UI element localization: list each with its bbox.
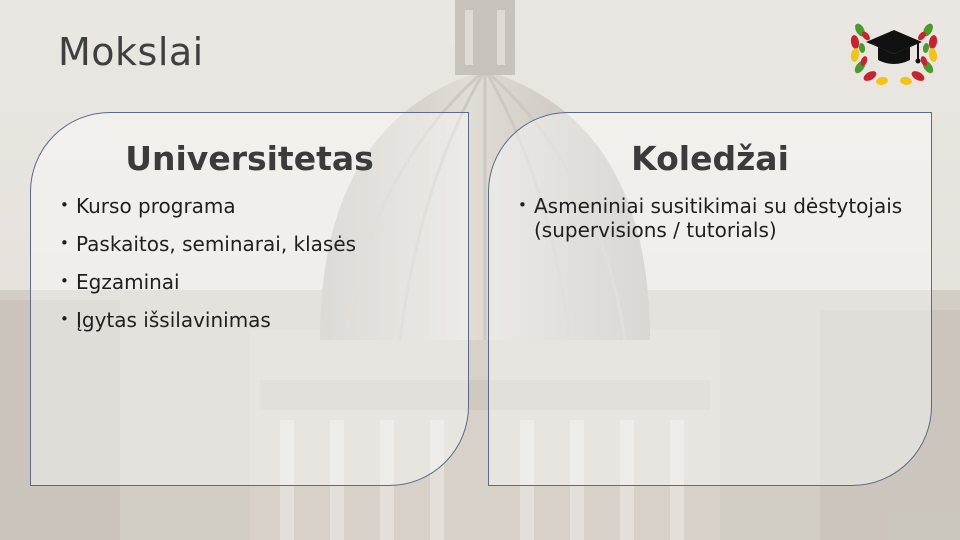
university-card-title: Universitetas: [125, 139, 374, 178]
list-item-text: Kurso programa: [76, 194, 236, 218]
bullet-icon: •: [60, 272, 69, 290]
colleges-card-title: Koledžai: [631, 139, 789, 178]
slide-title: Mokslai: [58, 30, 204, 74]
bullet-icon: •: [60, 310, 69, 328]
bullet-icon: •: [518, 196, 527, 214]
colleges-card: [488, 112, 932, 486]
list-item: [518, 194, 913, 242]
list-item: [60, 308, 450, 332]
list-item-text: Asmeniniai susitikimai su dėstytojais (supervisions / tutorials): [534, 194, 903, 242]
bullet-icon: •: [60, 196, 69, 214]
graduation-cap-laurel-icon: [846, 16, 942, 88]
list-item: [60, 270, 450, 294]
list-item: [60, 194, 450, 218]
list-item-text: Įgytas išsilavinimas: [76, 308, 271, 332]
list-item-text: Egzaminai: [76, 270, 180, 294]
colleges-bullet-list: [489, 194, 931, 242]
list-item: [60, 232, 450, 256]
university-bullet-list: [31, 194, 468, 332]
bullet-icon: •: [60, 234, 69, 252]
list-item-text: Paskaitos, seminarai, klasės: [76, 232, 357, 256]
university-card: [30, 112, 469, 486]
